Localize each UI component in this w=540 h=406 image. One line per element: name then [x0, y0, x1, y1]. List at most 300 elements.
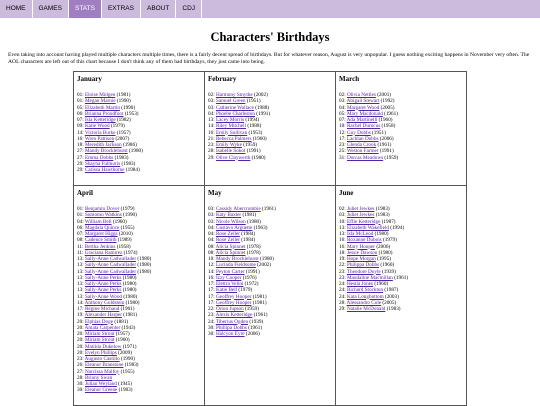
entry-day: 29: — [208, 154, 215, 161]
character-link[interactable]: Guy Dobbs — [346, 129, 371, 136]
entry-day: 14: — [208, 123, 215, 130]
character-link[interactable]: Effie Ketteridge — [346, 218, 381, 225]
entry-day: 03: — [208, 104, 215, 111]
character-link[interactable]: Régine Michaud — [84, 306, 120, 312]
entry-day: 17: — [208, 293, 215, 300]
entry-day: 24: — [339, 287, 346, 294]
birthday-table — [73, 71, 467, 406]
entry-year: (1901) — [120, 306, 135, 312]
character-link[interactable]: Brianna Proudfoot — [84, 110, 124, 117]
entry-day: 30: — [77, 387, 84, 394]
month-cell-april — [74, 186, 205, 406]
character-link[interactable]: Anthony Goldstein — [84, 299, 125, 306]
character-link[interactable]: Alexis Ketteridge — [215, 312, 253, 319]
character-link[interactable]: Isabelle Sokol — [215, 148, 246, 155]
character-link[interactable]: Phillipa Dobbs — [215, 324, 247, 331]
character-link[interactable]: Benjamin Dover — [84, 206, 120, 212]
month-heading: May — [208, 189, 222, 197]
entry-year: (1989) — [117, 237, 132, 244]
entry-year: (1951) — [246, 98, 261, 105]
entry-day: 22: — [339, 262, 346, 269]
character-link[interactable]: Jessie Dawson — [346, 249, 378, 256]
character-link[interactable]: Katie Bell — [215, 287, 238, 294]
entry-day: 01: — [77, 92, 84, 98]
character-link[interactable]: Eloise Midgen — [84, 92, 116, 98]
nav-tab-home[interactable]: HOME — [0, 0, 33, 18]
entry-year: (1881) — [114, 318, 129, 325]
entry-day: 13: — [77, 281, 84, 287]
birthday-entry — [339, 155, 463, 161]
entry-day: 04: — [208, 110, 215, 117]
character-link[interactable]: Peyton Carter — [215, 268, 245, 275]
entry-year: (1961) — [248, 324, 263, 331]
character-link[interactable]: Geoffrey Hooper — [215, 299, 252, 306]
character-link[interactable]: Rose Zeller — [215, 231, 240, 237]
entry-day: 28: — [208, 148, 215, 155]
entry-day: 03: — [208, 98, 215, 105]
entry-year: (1978) — [246, 249, 261, 256]
entry-day: 23: — [339, 142, 346, 148]
entry-year: (1990) — [116, 98, 131, 105]
character-link[interactable]: Carissa Hawthorne — [84, 167, 125, 173]
character-link[interactable]: Weston Farmer — [346, 148, 379, 155]
entry-year: (1981) — [252, 293, 267, 300]
entry-day: 12: — [208, 262, 215, 269]
entry-year: (1961) — [377, 142, 392, 148]
character-link[interactable]: Eleanor Branstone — [84, 362, 124, 369]
entry-day: 08: — [208, 249, 215, 256]
entry-day: 04: — [208, 237, 215, 244]
character-link[interactable]: Bertha Jenkins — [84, 243, 116, 250]
entry-year: (2009) — [118, 349, 132, 356]
entry-year: (1961) — [394, 274, 409, 281]
character-link[interactable]: Sally-Anne Perks — [84, 274, 122, 281]
month-cell-june — [336, 186, 467, 406]
entry-year: (1990) — [121, 104, 136, 111]
month-heading: June — [339, 189, 354, 197]
character-link[interactable]: Mary Macdonald — [346, 110, 383, 117]
entry-day: 29: — [77, 160, 84, 167]
character-link[interactable]: Catherine Wallace — [215, 104, 254, 111]
entry-year: (1984) — [125, 167, 140, 173]
birthday-entry — [208, 155, 332, 161]
character-link[interactable]: Emily Wyke — [215, 142, 242, 148]
entry-year: (1945) — [118, 381, 132, 387]
character-link[interactable]: Cassidy Abercrombie — [215, 206, 261, 212]
character-link[interactable]: William Bell — [84, 218, 112, 225]
entry-day: 30: — [77, 381, 84, 387]
entry-day: 16: — [339, 237, 346, 244]
entry-day: 20: — [77, 343, 84, 350]
character-link[interactable]: Nicole Wilson — [215, 218, 246, 225]
birthday-entry — [77, 167, 201, 173]
entry-day: 13: — [77, 262, 84, 269]
character-link[interactable]: Hope Morgan — [346, 256, 376, 262]
character-link[interactable]: Theodore Doyle — [346, 268, 381, 275]
entry-day: 07: — [77, 117, 84, 123]
month-cell-january — [74, 72, 205, 186]
character-link[interactable]: Maudaline Macmillan — [346, 274, 393, 281]
character-link[interactable]: Roxanne Dubois — [346, 237, 382, 244]
character-link[interactable]: Elizabeth Wakefield — [346, 224, 389, 231]
entry-day: 07: — [339, 117, 346, 123]
entry-day: 13: — [339, 231, 346, 237]
entry-day: 23: — [339, 268, 346, 275]
entry-year: (1981) — [123, 312, 138, 319]
character-link[interactable]: Izzy Cooper — [215, 274, 242, 281]
character-link[interactable]: Olivia Nettles — [346, 92, 376, 98]
nav-tab-extras[interactable]: EXTRAS — [102, 0, 141, 18]
entry-day: 20: — [77, 337, 84, 344]
entry-year: (1980) — [129, 148, 143, 155]
character-link[interactable]: Alexander Harper — [84, 312, 122, 319]
month-heading: February — [208, 75, 237, 83]
character-link[interactable]: Halcyon Eyre — [215, 331, 245, 337]
entry-year: (2003) — [384, 293, 399, 300]
entry-day: 20: — [77, 324, 84, 331]
entry-year: (1990) — [123, 212, 137, 219]
entry-day: 30: — [208, 324, 215, 331]
character-link[interactable]: Isla Ketteridge — [84, 117, 116, 123]
entry-day: 11: — [77, 249, 84, 256]
entry-year: (1961) — [384, 110, 398, 117]
character-link[interactable]: Alessandro Cole — [346, 299, 382, 306]
entry-year: (1960) — [378, 117, 393, 123]
entry-year: (1980) — [137, 256, 152, 262]
entry-year: (2010) — [118, 231, 133, 237]
entry-year: (1980) — [247, 218, 261, 225]
character-link[interactable]: Elettra Velini — [215, 281, 244, 287]
character-link[interactable]: Katie Wood — [84, 123, 110, 130]
character-link[interactable]: Eleanor Greene — [84, 387, 118, 394]
entry-day: 18: — [339, 249, 346, 256]
entry-year: (1960) — [380, 262, 395, 269]
character-link[interactable]: Magdala Quince — [84, 224, 120, 231]
character-link[interactable]: Sally-Anne Cadwallader — [84, 256, 137, 262]
entry-year: (1980) — [260, 256, 274, 262]
character-link[interactable]: Olive Claywerth — [215, 154, 251, 161]
entry-day: 19: — [77, 312, 84, 319]
entry-day: 05: — [77, 104, 84, 111]
entry-year: (1984) — [241, 231, 256, 237]
month-heading: January — [77, 75, 102, 83]
character-link[interactable]: Graciana Ramirez — [84, 249, 123, 256]
entry-year: (1974) — [123, 249, 138, 256]
character-link[interactable]: Phoebe Charleston — [215, 110, 255, 117]
character-link[interactable]: Alicia Spinnet — [215, 243, 246, 250]
entry-year: (1986) — [122, 142, 137, 148]
character-link[interactable]: Sally-Anne Perks — [84, 281, 122, 287]
character-link[interactable]: Emma Dobbs — [84, 154, 114, 161]
entry-day: 23: — [77, 356, 84, 362]
character-link[interactable]: Alicia Spinnet — [215, 249, 246, 256]
month-cell-may — [205, 186, 336, 406]
entry-year: (1983) — [375, 206, 390, 212]
entry-day: 17: — [208, 281, 215, 287]
nav-tab-cdj[interactable]: CDJ — [176, 0, 202, 18]
entry-year: (1963) — [253, 224, 268, 231]
entry-day: 10: — [208, 256, 215, 262]
entry-year: (2001) — [377, 92, 392, 98]
character-link[interactable]: Julian Weyland — [84, 381, 117, 387]
character-link[interactable]: Tiberius Ogden — [215, 318, 249, 325]
entry-day: 24: — [208, 318, 215, 325]
birthday-entry — [77, 387, 201, 393]
entry-year: (1983) — [121, 160, 136, 167]
entry-day: 21: — [208, 135, 215, 142]
entry-year: (1979) — [120, 206, 135, 212]
entry-day: 16: — [339, 243, 346, 250]
character-link[interactable]: Rachel Durocus — [346, 123, 381, 130]
entry-year: (1971) — [122, 343, 137, 350]
entry-year: (1978) — [246, 243, 261, 250]
character-link[interactable]: Elphias Doge — [84, 318, 114, 325]
entry-day: 04: — [208, 231, 215, 237]
entry-year: (2005) — [382, 299, 397, 306]
character-link[interactable]: Shayna Fulmoris — [84, 160, 121, 167]
entry-year: (1979) — [238, 287, 253, 294]
entry-day: 16: — [77, 135, 84, 142]
character-link[interactable]: Amata Carpenter — [84, 324, 121, 331]
character-link[interactable]: Briony Swan — [84, 374, 113, 381]
entry-day: 27: — [77, 368, 84, 375]
character-link[interactable]: Mandy Brocklehurst — [215, 256, 259, 262]
character-link[interactable]: Rose Zeller — [215, 237, 240, 244]
entry-year: (1991) — [379, 148, 394, 155]
character-link[interactable]: Kata Longbottom — [346, 293, 384, 300]
character-link[interactable]: Victoria Burke — [84, 129, 116, 136]
character-link[interactable]: Margaret Wood — [346, 104, 380, 111]
nav-tab-games[interactable]: GAMES — [33, 0, 69, 18]
character-link[interactable]: Sally-Anne Cadwallader — [84, 262, 137, 269]
entry-day: 13: — [77, 268, 84, 275]
entry-day: 03: — [208, 206, 215, 212]
entry-year: (1987) — [381, 218, 396, 225]
entry-year: (1980) — [122, 274, 137, 281]
entry-year: (1957) — [116, 129, 131, 136]
character-link[interactable]: Emily Sullivan — [215, 129, 248, 136]
character-link[interactable]: Harmony Smythe — [215, 92, 253, 98]
entry-year: (1981) — [242, 212, 257, 219]
entry-day: 04: — [339, 104, 346, 111]
entry-day: 16: — [208, 274, 215, 281]
month-heading: March — [339, 75, 360, 83]
entry-year: (1981) — [116, 92, 131, 98]
character-link[interactable]: Sally-Anne Wood — [84, 293, 123, 300]
entry-day: 27: — [77, 148, 84, 155]
entry-year: (2007) — [115, 135, 130, 142]
entry-year: (1958) — [116, 243, 131, 250]
entry-day: 26: — [77, 362, 84, 369]
character-link[interactable]: Sally-Anne Cadwallader — [84, 268, 137, 275]
character-link[interactable]: Ada Martinelli — [346, 117, 378, 123]
character-link[interactable]: Sally-Anne Perks — [84, 287, 122, 294]
character-link[interactable]: Cadence Smith — [84, 237, 117, 244]
entry-day: 23: — [339, 274, 346, 281]
entry-year: (1991) — [245, 268, 260, 275]
character-link[interactable]: Meredith Jackson — [84, 142, 122, 148]
character-link[interactable]: Miriam Strout — [84, 331, 115, 337]
entry-day: 24: — [339, 293, 346, 300]
entry-year: (1981) — [252, 299, 267, 306]
character-link[interactable]: Juliet Jewkes — [346, 206, 375, 212]
entry-day: 13: — [77, 256, 84, 262]
character-link[interactable]: Hestia Jones — [346, 281, 374, 287]
entry-day: 08: — [208, 243, 215, 250]
character-link[interactable]: Mary Hooper — [346, 243, 376, 250]
character-link[interactable]: Abigail Stewart — [346, 98, 380, 105]
character-link[interactable]: Richard Stockton — [346, 287, 384, 294]
entry-year: (1983) — [386, 306, 401, 312]
entry-year: (2005) — [380, 104, 395, 111]
entry-year: (1960) — [112, 218, 127, 225]
character-link[interactable]: Margaret Higgs — [84, 231, 118, 237]
character-link[interactable]: Sumomo Watkins — [84, 212, 122, 219]
entry-year: (1976) — [242, 274, 257, 281]
entry-day: 16: — [208, 129, 215, 136]
character-link[interactable]: Isla McLeod — [346, 231, 374, 237]
entry-day: 13: — [77, 293, 84, 300]
entry-year: (1994) — [245, 117, 260, 123]
entry-day: 12: — [339, 129, 346, 136]
entry-year: (2002) — [257, 262, 271, 269]
entry-year: (1957) — [115, 331, 130, 337]
entry-year: (2006) — [245, 331, 260, 337]
entry-year: (1953) — [248, 129, 263, 136]
entry-day: 18: — [77, 142, 84, 148]
main-nav — [0, 0, 540, 18]
character-link[interactable]: Juliet Jewkes — [346, 212, 375, 219]
entry-day: 28: — [339, 299, 346, 306]
entry-day: 13: — [339, 224, 346, 231]
entry-year: (1980) — [137, 262, 152, 269]
entry-day: 23: — [208, 312, 215, 319]
entry-year: (1961) — [253, 312, 268, 319]
entry-day: 03: — [208, 212, 215, 219]
entry-day: 08: — [77, 237, 84, 244]
entry-year: (1980) — [137, 268, 152, 275]
character-link[interactable]: Evelyn Phillips — [84, 349, 117, 356]
entry-day: 02: — [339, 206, 346, 212]
character-link[interactable]: Samuel Green — [215, 98, 246, 105]
entry-day: 24: — [339, 281, 346, 287]
entry-year: (1994) — [390, 224, 405, 231]
entry-year: (1939) — [382, 268, 396, 275]
entry-year: (1980) — [125, 299, 140, 306]
character-link[interactable]: Narcissa Malfoy — [84, 368, 120, 375]
character-link[interactable]: Megan Marnie — [84, 98, 116, 105]
entry-year: (1960) — [374, 281, 389, 287]
entry-year: (1960) — [115, 337, 130, 344]
entry-year: (1943) — [121, 324, 136, 331]
entry-day: 11: — [77, 243, 84, 250]
entry-day: 10: — [339, 218, 346, 225]
entry-year: (1991) — [246, 148, 261, 155]
entry-day: 17: — [339, 135, 346, 142]
entry-year: (1980) — [378, 249, 393, 256]
character-link[interactable]: Mandy Brocklehurst — [84, 148, 128, 155]
entry-day: 13: — [208, 117, 215, 123]
character-link[interactable]: Natalie McDonald — [346, 306, 386, 312]
entry-day: 13: — [77, 287, 84, 294]
entry-year: (1980) — [123, 293, 138, 300]
character-link[interactable]: Wren Pattison — [84, 135, 115, 142]
character-link[interactable]: Dorcas Meadows — [346, 154, 384, 161]
entry-day: 14: — [77, 129, 84, 136]
entry-day: 02: — [339, 92, 346, 98]
entry-year: (2002) — [253, 92, 268, 98]
character-link[interactable]: Orion Jupson — [215, 306, 244, 312]
entry-year: (1982) — [116, 117, 131, 123]
entry-year: (1983) — [118, 387, 133, 394]
character-link[interactable]: Katy Baxter — [215, 212, 242, 219]
entry-day: 09: — [77, 123, 84, 130]
character-link[interactable]: Matilda Dukelow — [84, 343, 122, 350]
entry-year: (1980) — [374, 231, 389, 237]
character-link[interactable]: Augusto Castillo — [84, 356, 120, 362]
entry-day: 14: — [77, 299, 84, 306]
character-link[interactable]: Lucinda Fieldsome — [215, 262, 256, 269]
entry-day: 03: — [208, 218, 215, 225]
entry-year: (1953) — [124, 110, 139, 117]
entry-year: (1983) — [114, 154, 129, 161]
character-link[interactable]: Lachlan Dobbs — [346, 135, 379, 142]
character-link[interactable]: Glenda Crook — [346, 142, 377, 148]
entry-day: 04: — [208, 224, 215, 231]
entry-day: 17: — [77, 306, 84, 312]
character-link[interactable]: Elizabeth Martin — [84, 104, 120, 111]
character-link[interactable]: Riley Mitchell — [215, 123, 247, 130]
entry-year: (1961) — [262, 206, 276, 212]
entry-year: (2006) — [376, 243, 391, 250]
entry-day: 28: — [77, 374, 84, 381]
entry-year: (1955) — [120, 368, 135, 375]
entry-day: 29: — [77, 167, 84, 173]
entry-year: (1991) — [256, 110, 271, 117]
entry-year: (1959) — [384, 154, 399, 161]
entry-day: 02: — [208, 92, 215, 98]
entry-year: (1983) — [375, 212, 390, 219]
entry-year: (1995) — [377, 256, 391, 262]
entry-day: 04: — [77, 218, 84, 225]
birthday-entry — [339, 306, 463, 312]
entry-year: (1960) — [252, 135, 267, 142]
entry-day: 13: — [77, 274, 84, 281]
birthday-entry — [208, 331, 332, 337]
entry-year: (1939) — [249, 318, 264, 325]
entry-day: 01: — [77, 98, 84, 105]
character-link[interactable]: Miriam Strout — [84, 337, 115, 344]
entry-year: (1980) — [122, 287, 137, 294]
entry-year: (1980) — [122, 281, 137, 287]
entry-day: 06: — [77, 224, 84, 231]
entry-day: 06: — [77, 110, 84, 117]
nav-tab-stats[interactable]: STATS — [69, 0, 102, 18]
character-link[interactable]: Rebecca Palmers — [215, 135, 252, 142]
entry-day: 22: — [208, 306, 215, 312]
entry-year: (1990) — [120, 356, 135, 362]
entry-year: (1987) — [384, 287, 399, 294]
nav-tab-about[interactable]: ABOUT — [141, 0, 176, 18]
entry-year: (1955) — [120, 224, 135, 231]
character-link[interactable]: Gustavo Arguette — [215, 224, 253, 231]
entry-day: 20: — [77, 331, 84, 337]
character-link[interactable]: Geoffrey Hooper — [215, 293, 252, 300]
entry-year: (1958) — [381, 123, 396, 130]
entry-day: 19: — [339, 256, 346, 262]
character-link[interactable]: Lacey Morris — [215, 117, 245, 123]
character-link[interactable]: Philippa Dobbs — [346, 262, 380, 269]
